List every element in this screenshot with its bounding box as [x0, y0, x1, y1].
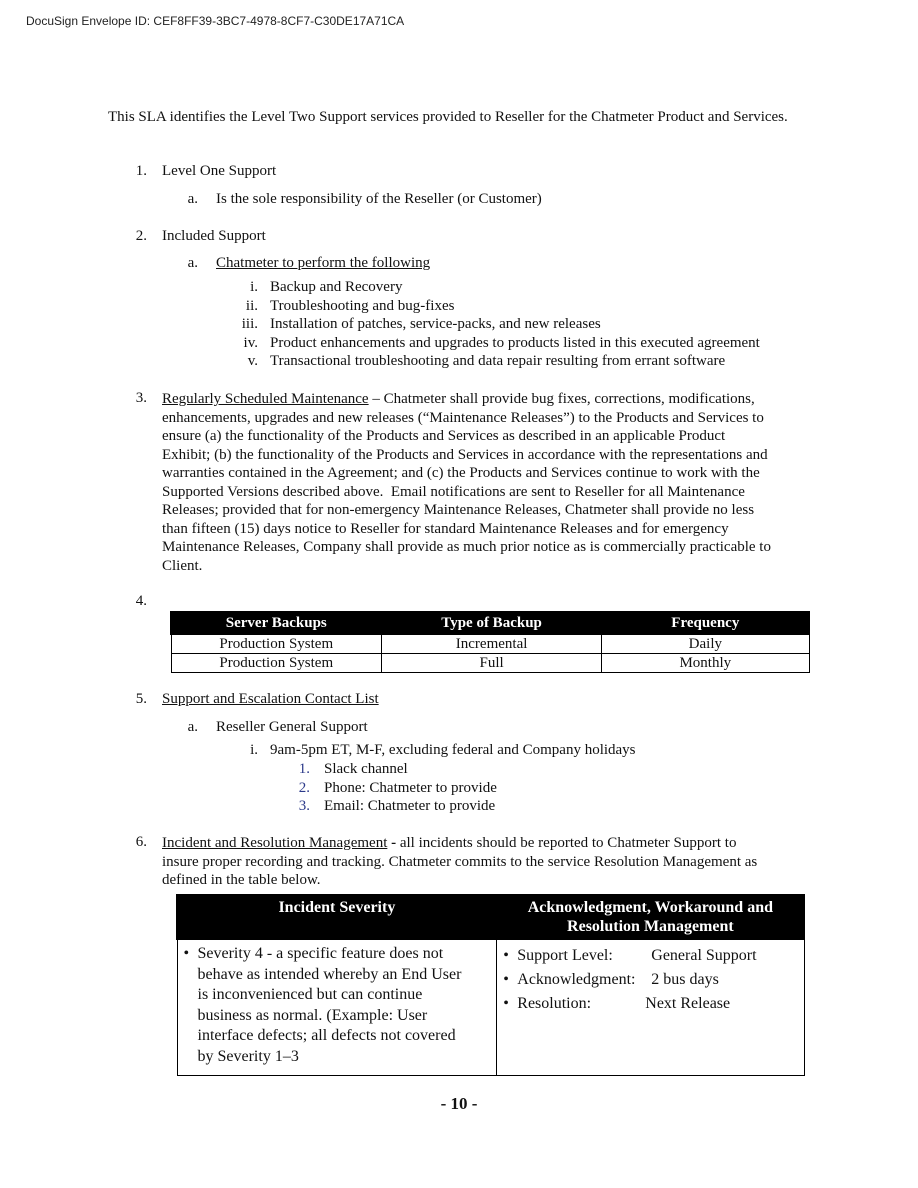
section-2-sub-list — [222, 278, 822, 371]
section-3-line: Maintenance Releases, Company shall provide as much prior notice as is commercially practicable to — [162, 539, 771, 555]
section-3-line: Supported Versions described above. Email notifications are sent to Reseller for all Maintenance — [162, 483, 745, 500]
table-row — [171, 634, 809, 654]
detail-value: 2 bus days — [651, 971, 719, 988]
table-cell: Monthly — [602, 654, 809, 673]
table-cell: Production System — [171, 654, 382, 673]
list-item-marker: iv. — [243, 334, 258, 351]
page-number: - 10 - — [440, 1094, 478, 1113]
section-5-number: 5. — [135, 691, 147, 707]
list-item-text: Product enhancements and upgrades to products listed in this executed agreement — [270, 334, 760, 351]
section-6-line: all incidents should be reported to Chatmeter Support to — [399, 835, 737, 851]
section-1-a-text: Is the sole responsibility of the Reseller (or Customer) — [216, 191, 542, 207]
list-item-marker: 2. — [298, 779, 310, 796]
section-2-a-marker: a. — [187, 255, 198, 271]
detail-label: Support Level: — [517, 947, 613, 964]
table-row — [177, 939, 804, 1076]
table-header-row — [177, 895, 804, 939]
section-3-line: – Chatmeter shall provide bug fixes, corrections, modifications, — [368, 391, 755, 407]
section-6-line: defined in the table below. — [162, 872, 321, 888]
section-3-body — [162, 390, 822, 575]
list-item-marker: iii. — [241, 316, 258, 332]
detail-label: Acknowledgment: — [517, 971, 636, 988]
contact-list — [290, 760, 690, 816]
header-line: Acknowledgment, Workaround and — [527, 899, 773, 916]
section-5-i-marker: i. — [250, 742, 258, 758]
bullet-icon: • — [503, 971, 509, 988]
list-item — [222, 334, 822, 353]
list-item-marker: 1. — [298, 761, 310, 777]
severity-line: is inconvenienced but can continue — [197, 986, 423, 1003]
resolution-cell — [497, 939, 804, 1076]
list-item-text: Email: Chatmeter to provide — [324, 798, 496, 814]
detail-item — [503, 992, 799, 1016]
section-4-number: 4. — [135, 593, 147, 609]
table-header-cell: Type of Backup — [382, 612, 602, 634]
table-cell: Incremental — [382, 634, 602, 654]
severity-line: business as normal. (Example: User — [197, 1006, 428, 1024]
section-3-line: Client. — [162, 557, 203, 574]
section-2-a-text: Chatmeter to perform the following — [216, 255, 431, 271]
section-3-line: than fifteen (15) days notice to Reseller for standard Maintenance Releases and for emergency — [162, 520, 729, 537]
detail-item — [503, 968, 799, 992]
list-item-marker: i. — [250, 279, 258, 295]
list-item — [222, 315, 822, 334]
list-item-text: Phone: Chatmeter to provide — [324, 779, 497, 796]
section-1-title: Level One Support — [162, 163, 277, 179]
table-header-row — [171, 612, 809, 634]
table-header-cell: Incident Severity — [177, 895, 497, 939]
list-item — [290, 760, 690, 779]
table-cell: Full — [382, 654, 602, 673]
bullet-icon: • — [503, 995, 509, 1012]
list-item-text: Transactional troubleshooting and data repair resulting from errant software — [270, 353, 726, 369]
section-6-line: insure proper recording and tracking. Chatmeter commits to the service Resolution Management as — [162, 853, 758, 870]
detail-value: Next Release — [645, 995, 731, 1012]
section-6-body — [162, 834, 822, 890]
section-6-dash: - — [387, 835, 400, 851]
header-line: Resolution Management — [567, 918, 734, 935]
list-item — [222, 297, 822, 316]
section-2-number: 2. — [135, 228, 147, 244]
list-item-text: Slack channel — [324, 761, 408, 777]
list-item — [222, 352, 822, 371]
bullet-icon: • — [503, 947, 509, 964]
detail-item — [503, 944, 799, 968]
list-item-marker: v. — [247, 353, 258, 369]
list-item — [290, 779, 690, 798]
section-3-number: 3. — [135, 390, 147, 406]
server-backups-table — [170, 611, 810, 673]
section-1-a-marker: a. — [187, 191, 198, 207]
table-header-cell: Frequency — [602, 612, 809, 634]
section-5-a-text: Reseller General Support — [216, 719, 368, 735]
list-item — [290, 797, 690, 816]
bullet-icon: • — [183, 945, 190, 962]
severity-line: interface defects; all defects not covered — [197, 1027, 456, 1044]
envelope-id: DocuSign Envelope ID: CEF8FF39-3BC7-4978-8CF7-C30DE17A71CA — [26, 14, 405, 28]
list-item-text: Backup and Recovery — [270, 279, 403, 295]
table-cell: Production System — [171, 634, 382, 654]
list-item-marker: 3. — [298, 798, 310, 814]
list-item-text: Installation of patches, service-packs, and new releases — [270, 316, 601, 332]
section-3-line: warranties contained in the Agreement; and (c) the Products and Services continue to work with the — [162, 465, 760, 481]
section-1-number: 1. — [135, 163, 147, 179]
table-header-cell: Server Backups — [171, 612, 382, 634]
severity-bullet — [184, 944, 493, 1067]
section-5-a-marker: a. — [187, 719, 198, 735]
detail-label: Resolution: — [517, 995, 592, 1012]
section-6-number: 6. — [135, 834, 147, 850]
section-3-line: Exhibit; (b) the functionality of the Products and Services in accordance with the representations and — [162, 446, 768, 463]
detail-value: General Support — [651, 947, 757, 964]
section-5-i-text: 9am-5pm ET, M-F, excluding federal and Company holidays — [270, 742, 636, 758]
section-3-title: Regularly Scheduled Maintenance — [162, 391, 369, 407]
section-5-title: Support and Escalation Contact List — [162, 691, 379, 707]
severity-line: Severity 4 - a specific feature does not — [197, 945, 444, 962]
section-3-line: Releases; provided that for non-emergency Maintenance Releases, Chatmeter shall provide no less — [162, 502, 755, 518]
severity-line: behave as intended whereby an End User — [197, 965, 462, 983]
list-item-text: Troubleshooting and bug-fixes — [270, 297, 455, 314]
intro-paragraph: This SLA identifies the Level Two Support services provided to Reseller for the Chatmeter Product and Services. — [108, 109, 788, 125]
table-cell: Daily — [602, 634, 809, 654]
severity-cell — [177, 939, 497, 1076]
section-2-title: Included Support — [162, 228, 266, 244]
incident-severity-table — [176, 894, 805, 1076]
list-item — [222, 278, 822, 297]
table-row — [171, 654, 809, 673]
table-header-cell — [497, 895, 804, 939]
list-item-marker: ii. — [245, 297, 258, 314]
section-3-line: ensure (a) the functionality of the Products and Services as described in an applicable Product — [162, 428, 726, 444]
severity-line: by Severity 1–3 — [197, 1047, 299, 1065]
section-3-line: enhancements, upgrades and new releases (“Maintenance Releases”) to the Products and Services to — [162, 409, 764, 426]
section-6-title: Incident and Resolution Management — [162, 835, 388, 851]
